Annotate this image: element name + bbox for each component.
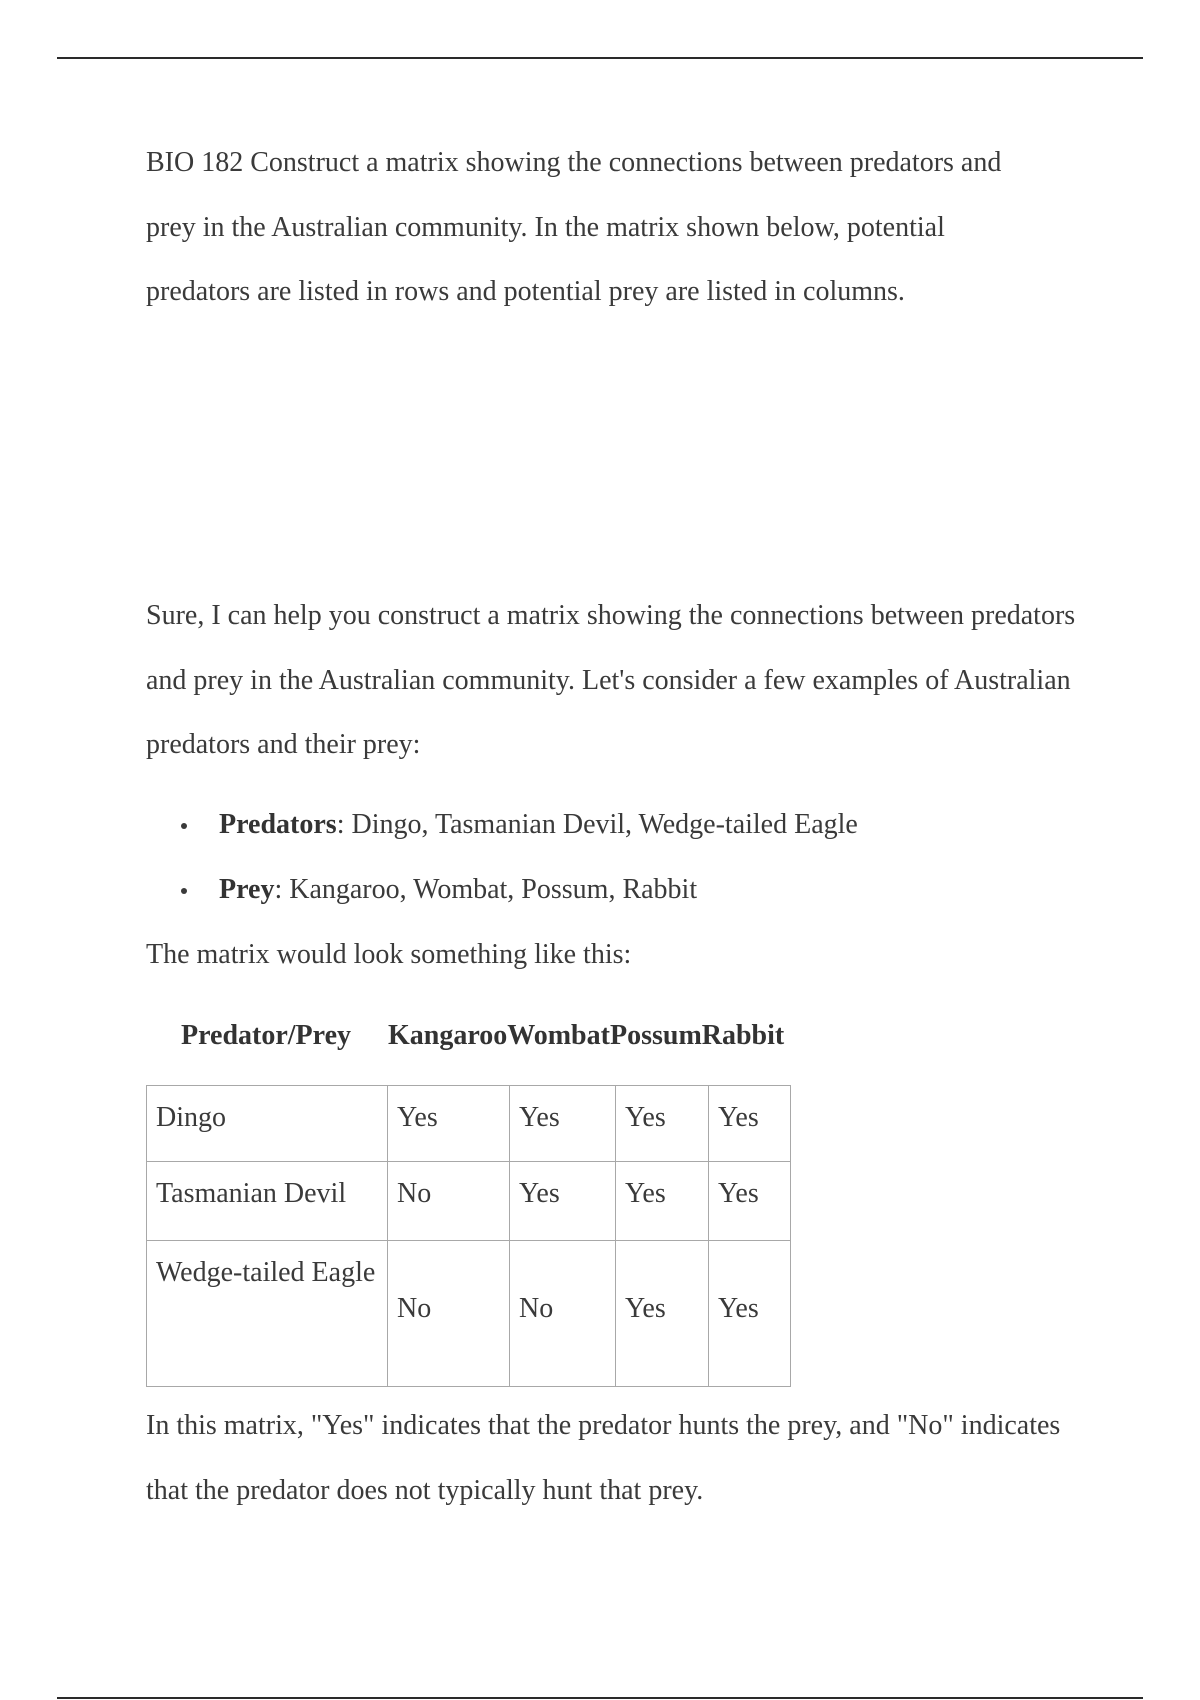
value-cell: Yes: [616, 1086, 709, 1162]
value-cell: Yes: [709, 1086, 791, 1162]
predator-cell: Tasmanian Devil: [147, 1162, 388, 1241]
predator-prey-matrix: [146, 1085, 791, 1387]
list-item-text: : Dingo, Tasmanian Devil, Wedge-tailed Eagle: [336, 809, 858, 840]
matrix-header: [181, 1016, 784, 1056]
column-header: Rabbit: [701, 1020, 785, 1051]
value-cell: Yes: [510, 1086, 616, 1162]
value-cell: No: [388, 1162, 510, 1241]
table-row: [147, 1086, 791, 1162]
table-row: [147, 1241, 791, 1387]
table-row: [147, 1162, 791, 1241]
value-cell: No: [510, 1241, 616, 1387]
list-item: [146, 858, 858, 923]
column-header: Wombat: [507, 1020, 610, 1051]
value-cell: No: [388, 1241, 510, 1387]
list-item: [146, 793, 858, 858]
explanation-paragraph: In this matrix, "Yes" indicates that the predator hunts the prey, and "No" indicates that the predator does not typically hunt that prey.: [146, 1410, 1061, 1506]
bullet-icon: [181, 823, 187, 829]
top-rule: [57, 57, 1143, 59]
list-item-text: : Kangaroo, Wombat, Possum, Rabbit: [274, 873, 698, 905]
question-paragraph: BIO 182 Construct a matrix showing the connections between predators and prey in the Australian community. In the matrix shown below, potential predators are listed in rows and potential prey are listed in columns.: [146, 147, 1002, 307]
value-cell: Yes: [510, 1162, 616, 1241]
value-cell: Yes: [709, 1162, 791, 1241]
column-header: Possum: [609, 1020, 702, 1051]
list-item-label: Predators: [219, 809, 337, 840]
predator-cell: Wedge-tailed Eagle: [147, 1241, 388, 1387]
matrix-corner-header: Predator/Prey: [181, 1020, 352, 1051]
value-cell: Yes: [616, 1241, 709, 1387]
value-cell: Yes: [709, 1241, 791, 1387]
value-cell: Yes: [388, 1086, 510, 1162]
bottom-rule: [57, 1697, 1143, 1699]
column-header: Kangaroo: [388, 1020, 508, 1051]
example-list: [146, 793, 858, 922]
matrix-lead-paragraph: The matrix would look something like this:: [146, 939, 632, 970]
bullet-icon: [181, 888, 187, 894]
predator-cell: Dingo: [147, 1086, 388, 1162]
value-cell: Yes: [616, 1162, 709, 1241]
answer-intro-paragraph: Sure, I can help you construct a matrix showing the connections between predators and prey in the Australian community. Let's consider a few examples of Australian predators and their prey:: [146, 600, 1076, 760]
list-item-label: Prey: [219, 873, 275, 905]
